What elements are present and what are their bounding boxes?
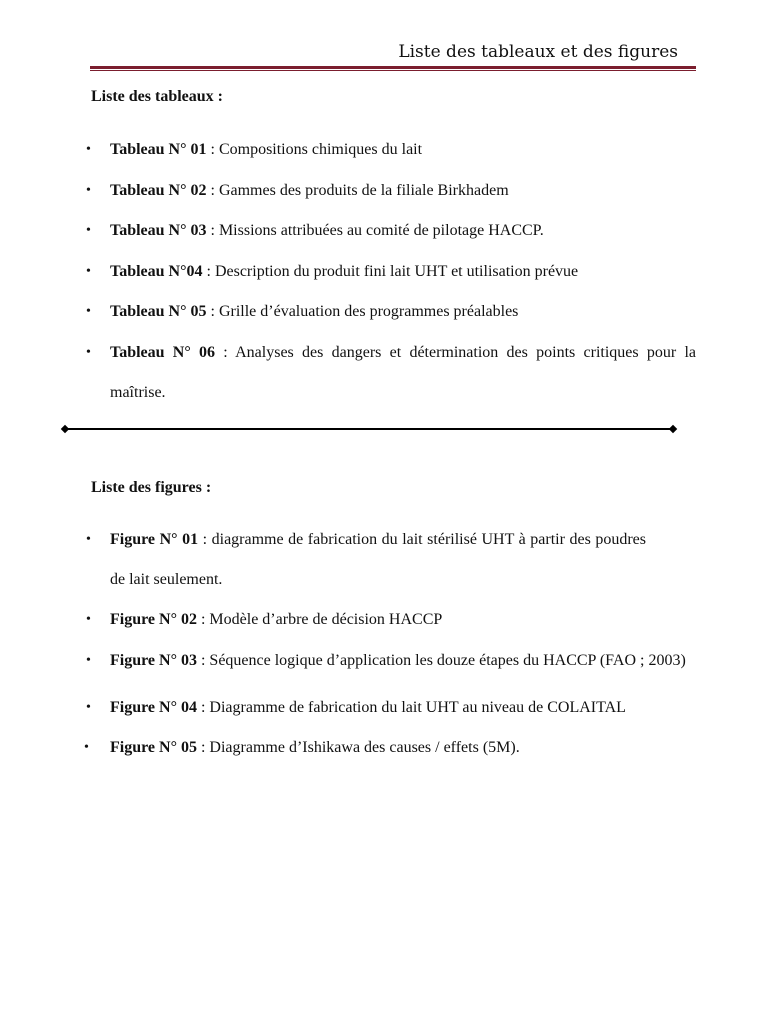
item-label: Figure N° 05 [110,739,197,756]
list-item [86,130,700,170]
item-text: : Description du produit fini lait UHT et utilisation prévue [202,263,579,280]
bullet-icon: • [86,142,91,157]
list-item [84,737,700,759]
divider-end-diamond-left [61,425,69,433]
bullet-icon: • [86,653,91,668]
section-divider [64,428,676,430]
bullet-icon: • [84,740,89,755]
item-label: Figure N° 02 [110,611,197,628]
item-label: Figure N° 04 [110,699,197,716]
item-text: : Séquence logique d’application les douze étapes du HACCP (FAO ; 2003) [196,652,686,669]
bullet-icon: • [86,700,91,715]
list-item [86,211,700,251]
item-label: Tableau N°04 [110,263,203,280]
item-label: Tableau N° 06 [110,344,216,361]
item-text: : Missions attribuées au comité de pilotage HACCP. [206,222,544,239]
bullet-icon: • [86,223,91,238]
item-text: : Diagramme d’Ishikawa des causes / effets (5M). [196,739,520,756]
bullet-icon: • [86,532,91,547]
item-text: : Compositions chimiques du lait [206,141,423,158]
bullet-icon: • [86,612,91,627]
list-item [86,600,700,640]
bullet-icon: • [86,345,91,360]
list-item [86,650,696,672]
item-text: : Grille d’évaluation des programmes préalables [206,303,519,320]
item-label: Tableau N° 05 [110,303,207,320]
list-item [86,520,647,600]
item-label: Tableau N° 03 [110,222,207,239]
divider-end-diamond-right [669,425,677,433]
header-rule [90,66,696,71]
item-label: Figure N° 03 [110,652,197,669]
bullet-icon: • [86,264,91,279]
bullet-icon: • [86,304,91,319]
list-item [86,292,700,332]
list-item [86,252,700,292]
item-label: Tableau N° 01 [110,141,207,158]
tables-section-title: Liste des tableaux : [91,88,223,105]
list-item [86,171,700,211]
item-text: : Analyses des dangers et détermination des points critiques pour la maîtrise. [110,344,697,401]
bullet-icon: • [86,183,91,198]
page-header-title: Liste des tableaux et des figures [398,42,678,62]
list-item [86,333,697,413]
figures-section-title: Liste des figures : [91,479,212,496]
item-text: : Modèle d’arbre de décision HACCP [196,611,443,628]
item-label: Figure N° 01 [110,531,199,548]
item-text: : diagramme de fabrication du lait stérilisé UHT à partir des poudres de lait seulement. [110,531,647,588]
item-text: : Gammes des produits de la filiale Birkhadem [206,182,509,199]
item-text: : Diagramme de fabrication du lait UHT au niveau de COLAITAL [196,699,626,716]
item-label: Tableau N° 02 [110,182,207,199]
list-item [86,697,700,719]
